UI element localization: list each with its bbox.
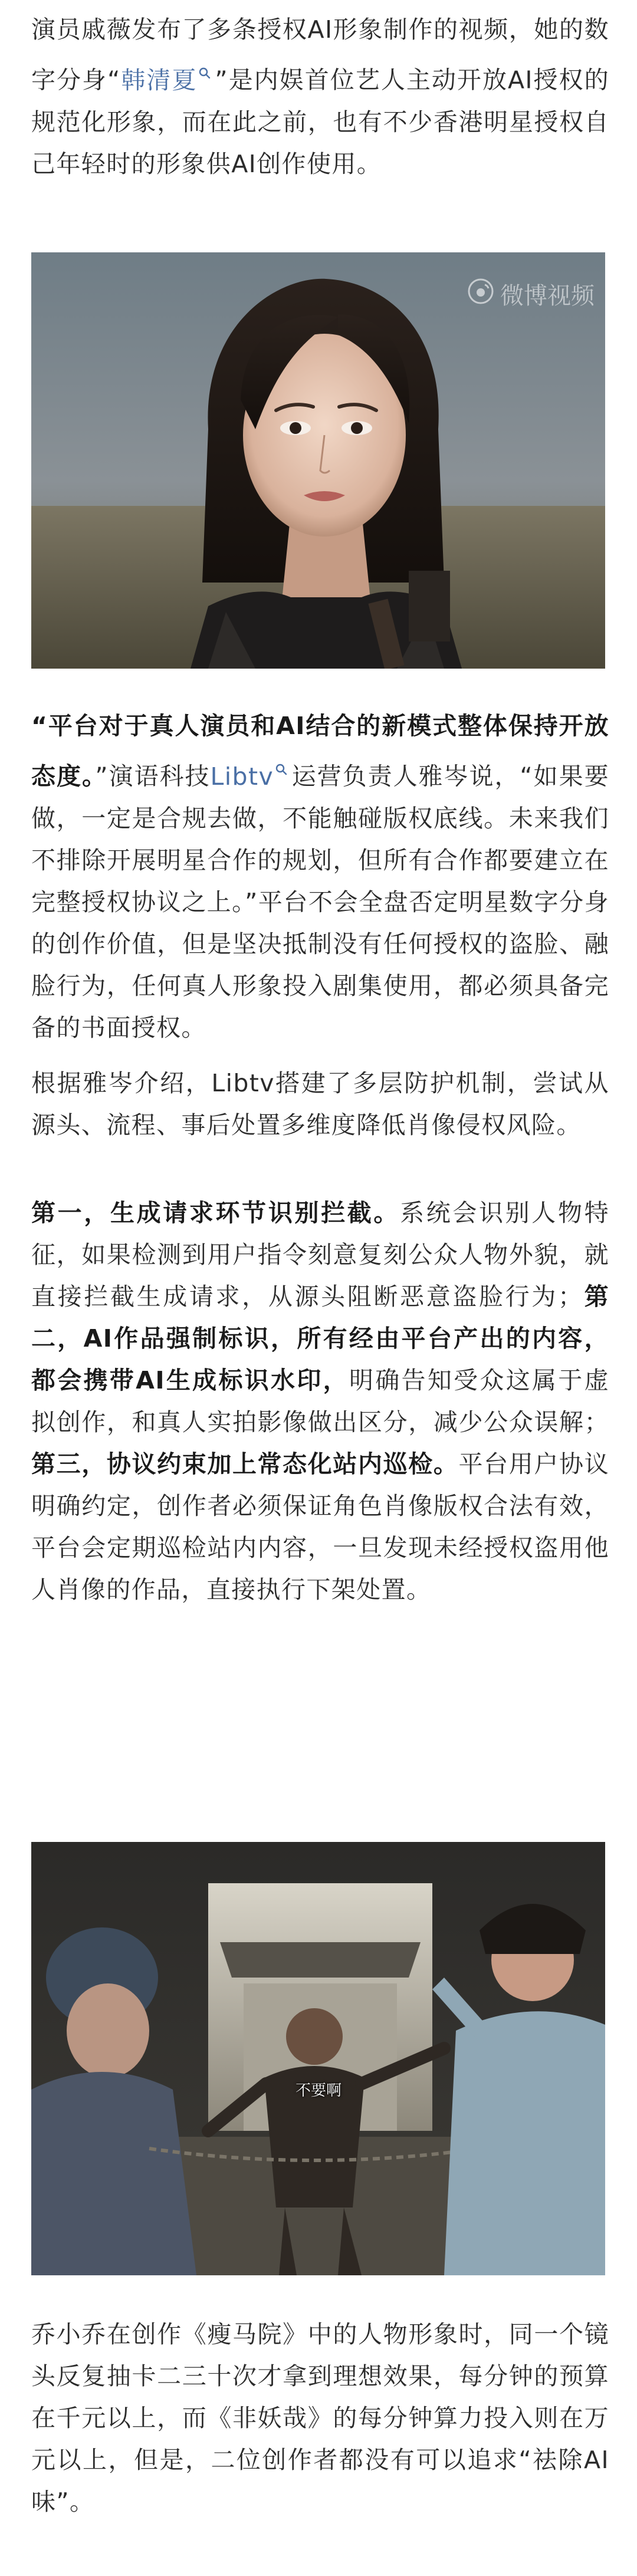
measure-2-title: 第二，AI作品强制标识，所有经由平台产出的内容，都会携带AI生成标识水印， [31,1282,609,1394]
quote-bold: “平台对于真人演员和AI结合的新模式整体保持开放态度。 [31,712,609,791]
keyword-link-text: 韩清夏 [120,65,198,94]
portrait-image [31,252,605,669]
search-icon [275,747,288,789]
measure-3-title: 第三，协议约束加上常态化站内巡检。 [31,1450,459,1478]
keyword-link-text: Libtv [210,762,274,791]
keyword-link-libtv[interactable] [211,762,292,791]
measure-2-text: 明确告知受众这属于虚拟创作，和真人实拍影像做出区分，减少公众误解； [31,1366,609,1436]
paragraph-platform-stance [31,705,609,1049]
search-icon [198,51,211,93]
weibo-video-logo-icon [467,278,494,311]
keyword-link-hanqingxia[interactable] [121,66,215,94]
scene-image [31,1842,605,2275]
scene-illustration [31,1842,605,2275]
paragraph-intro-text-2: ”是内娱首位艺人主动开放AI授权的规范化形象，而在此之前，也有不少香港明星授权自己年轻时的形象供AI创作使用。 [31,65,609,178]
paragraph-platform-stance-text: 运营负责人雅岑说，“如果要做，一定是合规去做，不能触碰版权底线。未来我们不排除开展明星合作的规划，但所有合作都要建立在完整授权协议之上。”平台不会全盘否定明星数字分身的创作价值，但是坚决抵制没有任何授权的盗脸、融脸行为，任何真人形象投入剧集使用，都必须具备完备的书面授权。 [31,762,609,1042]
paragraph-intro [31,9,609,185]
video-subtitle: 不要啊 [295,2082,342,2100]
paragraph-protection-intro [31,1062,609,1146]
paragraph-measures [31,1192,609,1611]
paragraph-creators [31,2314,609,2523]
measure-3-text: 平台用户协议明确约定，创作者必须保证角色肖像版权合法有效，平台会定期巡检站内内容，一旦发现未经授权盗用他人肖像的作品，直接执行下架处置。 [31,1450,609,1604]
paragraph-protection-intro-text: 根据雅岑介绍，Libtv搭建了多层防护机制，尝试从源头、流程、事后处置多维度降低肖像侵权风险。 [31,1069,609,1139]
paragraph-creators-text: 乔小乔在创作《瘦马院》中的人物形象时，同一个镜头反复抽卡二三十次才拿到理想效果，每分钟的预算在千元以上，而《非妖哉》的每分钟算力投入则在万元以上，但是，二位创作者都没有可以追求“祛除AI味”。 [31,2320,609,2516]
measure-1-text: 系统会识别人物特征，如果检测到用户指令刻意复刻公众人物外貌，就直接拦截生成请求，从源头阻断恶意盗脸行为； [31,1199,609,1311]
quote-attribution: ”演语科技 [95,762,211,791]
watermark [467,277,595,311]
paragraph-intro-text: 演员戚薇发布了多条授权AI形象制作的视频，她的数字分身“ [31,15,609,94]
measure-1-title: 第一，生成请求环节识别拦截。 [31,1199,400,1227]
watermark-text: 微博视频 [500,282,595,310]
portrait-illustration [31,252,605,669]
